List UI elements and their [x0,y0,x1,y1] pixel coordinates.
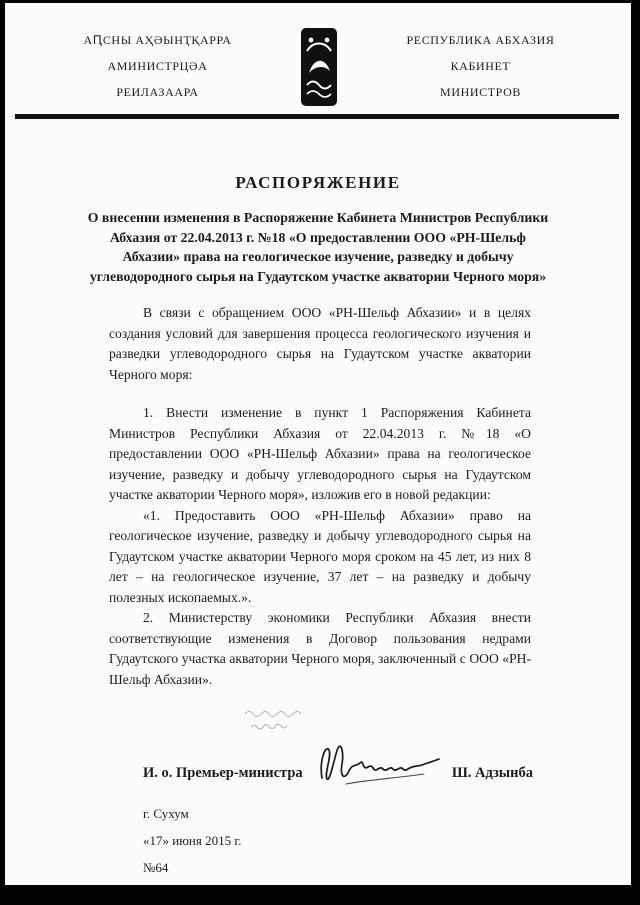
stamp-mark [241,706,321,736]
letterhead [5,23,631,107]
letterhead-left [31,27,284,105]
document-body [109,303,531,690]
letterhead-right-line: КАБИНЕТ [450,59,511,73]
footer-number: №64 [143,860,169,875]
document-footer [143,800,631,881]
paragraph: 2. Министерству экономики Республики Абхазия внести соответствующие изменения в Договор пользования недрами Гудаутского участка акватории Черного моря, заключенный с ООО «РН-Шельф Абхазии». [109,610,531,687]
footer-date: «17» июня 2015 г. [143,833,242,848]
document-title: РАСПОРЯЖЕНИЕ [235,173,401,192]
letterhead-right-line: МИНИСТРОВ [440,85,521,99]
letterhead-right-line: РЕСПУБЛИКА АБХАЗИЯ [406,33,555,47]
coat-of-arms-icon [284,27,354,107]
letterhead-left-line: АМИНИСТРЦӘА [107,59,208,73]
signer-name: Ш. Адзынба [451,765,533,781]
letterhead-left-line: РЕИЛАЗААРА [116,85,199,99]
paragraph: В связи с обращением ООО «РН-Шельф Абхазии» и в целях создания условий для завершения процесса геологического изучения и разведки углеводородного сырья на Гудаутском участке акватории Черного моря: [109,305,531,382]
letterhead-right [354,27,607,105]
stamp-area [5,704,631,738]
footer-city: г. Сухум [143,806,189,821]
document-page [5,3,631,885]
paragraph: 1. Внести изменение в пункт 1 Распоряжения Кабинета Министров Республики Абхазия от 22.04.2013 г. №18 «О предоставлении ООО «РН-Шельф Абхазии» права на геологическое изучение, разведку и добычу углеводородного сырья на Гудаутском участке акватории Черного моря», изложив его в новой редакции: [109,405,531,502]
letterhead-left-line: АԤСНЫ АҲӘЫНҬҚАРРА [83,33,232,47]
document-subject: О внесении изменения в Распоряжение Кабинета Министров Республики Абхазия от 22.04.2013 г. №18 «О предоставлении ООО «РН-Шельф Абхазии» права на геологическое изучение, разведку и добычу углеводородного сырья на Гудаутском участке акватории Черного моря» [87,210,549,284]
paragraph: «1. Предоставить ООО «РН-Шельф Абхазии» право на геологическое изучение, разведку и добычу углеводородного сырья на Гудаутском участке акватории Черного моря сроком на 45 лет, из них 8 лет – на геологическое изучение, 37 лет – на разведку и добычу полезных ископаемых.». [109,507,531,605]
signer-post: И. о. Премьер-министра [143,765,303,781]
signature-block [5,738,631,782]
handwritten-signature-icon [312,738,442,790]
header-divider [15,114,619,119]
